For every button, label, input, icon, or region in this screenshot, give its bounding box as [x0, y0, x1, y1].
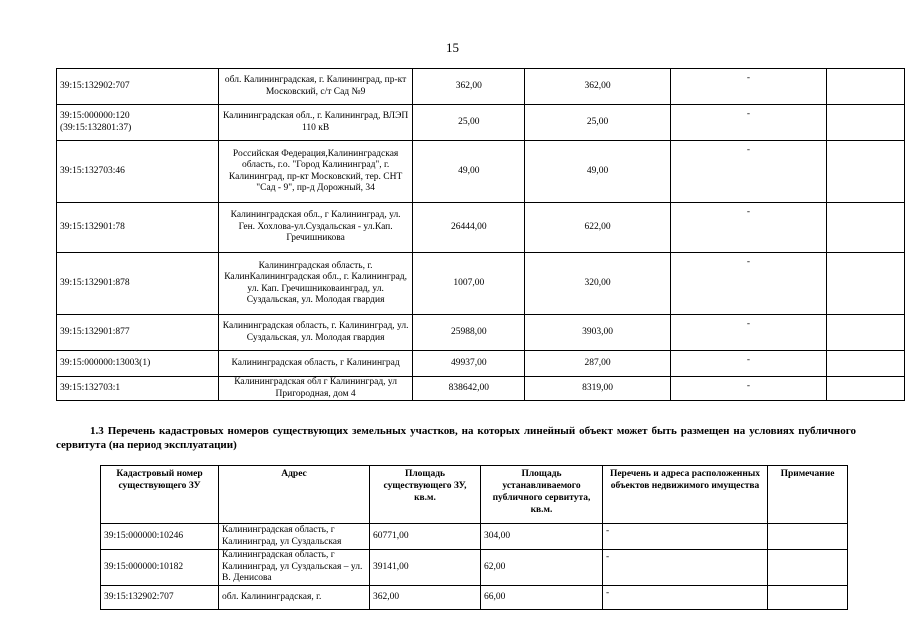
- cadastral-number-cell: 39:15:132901:78: [57, 203, 219, 253]
- servitude-area-cell: 320,00: [525, 253, 671, 315]
- note-cell: [827, 351, 905, 377]
- address-cell: Калининградская область, г Калининград, ул Суздальская – ул. В. Денисова: [219, 550, 370, 586]
- header-cadastral-number: Кадастровый номер существующего ЗУ: [101, 466, 219, 524]
- real-estate-objects-cell: -: [603, 550, 768, 586]
- note-cell: [827, 377, 905, 401]
- note-cell: [768, 524, 848, 550]
- address-cell: Калининградская обл., г Калининград, ул. Ген. Хохлова-ул.Суздальская - ул.Кап. Гречишникова: [218, 203, 413, 253]
- address-cell: Калининградская обл г Калининград, ул Пригородная, дом 4: [218, 377, 413, 401]
- servitude-area-cell: 362,00: [525, 69, 671, 105]
- real-estate-objects-cell: -: [670, 351, 826, 377]
- plot-area-cell: 25988,00: [413, 315, 525, 351]
- cadastral-number-cell: 39:15:132703:46: [57, 141, 219, 203]
- plot-area-cell: 39141,00: [370, 550, 481, 586]
- table-row: [57, 105, 905, 141]
- address-cell: Калининградская область, г. КалинКалининградская обл., г. Калининград, ул. Кап. Гречишниковаинград, ул. Суздальская, ул. Молодая гвардия: [218, 253, 413, 315]
- note-cell: [768, 550, 848, 586]
- servitude-area-cell: 622,00: [525, 203, 671, 253]
- plot-area-cell: 1007,00: [413, 253, 525, 315]
- section-heading-text: 1.3 Перечень кадастровых номеров существующих земельных участков, на которых линейный объект может быть размещен на условиях публичного сервитута (на период эксплуатации): [56, 425, 856, 451]
- plot-area-cell: 838642,00: [413, 377, 525, 401]
- address-cell: обл. Калининградская, г. Калининград, пр-кт Московский, с/т Сад №9: [218, 69, 413, 105]
- cadastral-number-cell: 39:15:132901:877: [57, 315, 219, 351]
- real-estate-objects-cell: -: [670, 105, 826, 141]
- plot-area-cell: 26444,00: [413, 203, 525, 253]
- header-plot-area: Площадь существующего ЗУ, кв.м.: [370, 466, 481, 524]
- cadastral-number-cell: 39:15:132902:707: [57, 69, 219, 105]
- real-estate-objects-cell: -: [670, 141, 826, 203]
- cadastral-number-cell: 39:15:000000:13003(1): [57, 351, 219, 377]
- plot-area-cell: 362,00: [413, 69, 525, 105]
- table-row: [57, 253, 905, 315]
- table-header-row: [101, 466, 848, 524]
- servitude-area-cell: 66,00: [481, 586, 603, 610]
- address-cell: Калининградская область, г. Калининград, ул. Суздальская, ул. Молодая гвардия: [218, 315, 413, 351]
- table-row: [101, 550, 848, 586]
- servitude-plots-table: [100, 465, 848, 610]
- real-estate-objects-cell: -: [670, 203, 826, 253]
- table-row: [57, 203, 905, 253]
- cadastral-number-cell: 39:15:132902:707: [101, 586, 219, 610]
- real-estate-objects-cell: -: [670, 315, 826, 351]
- note-cell: [827, 203, 905, 253]
- address-cell: Калининградская область, г Калининград: [218, 351, 413, 377]
- section-heading: [56, 424, 856, 452]
- servitude-area-cell: 8319,00: [525, 377, 671, 401]
- servitude-area-cell: 62,00: [481, 550, 603, 586]
- real-estate-objects-cell: -: [670, 253, 826, 315]
- cadastral-number-cell: 39:15:000000:10246: [101, 524, 219, 550]
- address-cell: Калининградская обл., г. Калининград, ВЛЭП 110 кВ: [218, 105, 413, 141]
- plot-area-cell: 60771,00: [370, 524, 481, 550]
- header-real-estate-objects: Перечень и адреса расположенных объектов недвижимого имущества: [603, 466, 768, 524]
- note-cell: [827, 69, 905, 105]
- table-row: [57, 351, 905, 377]
- table-row: [57, 69, 905, 105]
- cadastral-number-cell: 39:15:132901:878: [57, 253, 219, 315]
- note-cell: [768, 586, 848, 610]
- cadastral-number-cell: 39:15:000000:120 (39:15:132801:37): [57, 105, 219, 141]
- note-cell: [827, 253, 905, 315]
- note-cell: [827, 141, 905, 203]
- page-number: 15: [446, 40, 459, 55]
- table-row: [57, 315, 905, 351]
- cadastral-number-cell: 39:15:132703:1: [57, 377, 219, 401]
- cadastral-number-cell: 39:15:000000:10182: [101, 550, 219, 586]
- servitude-area-cell: 304,00: [481, 524, 603, 550]
- land-plots-table-continued: [56, 68, 905, 401]
- servitude-area-cell: 25,00: [525, 105, 671, 141]
- note-cell: [827, 315, 905, 351]
- plot-area-cell: 25,00: [413, 105, 525, 141]
- table-row: [101, 586, 848, 610]
- address-cell: обл. Калининградская, г.: [219, 586, 370, 610]
- plot-area-cell: 49937,00: [413, 351, 525, 377]
- real-estate-objects-cell: -: [603, 524, 768, 550]
- header-servitude-area: Площадь устанавливаемого публичного сервитута, кв.м.: [481, 466, 603, 524]
- servitude-area-cell: 3903,00: [525, 315, 671, 351]
- plot-area-cell: 49,00: [413, 141, 525, 203]
- real-estate-objects-cell: -: [603, 586, 768, 610]
- table-row: [101, 524, 848, 550]
- servitude-area-cell: 49,00: [525, 141, 671, 203]
- real-estate-objects-cell: -: [670, 69, 826, 105]
- header-address: Адрес: [219, 466, 370, 524]
- real-estate-objects-cell: -: [670, 377, 826, 401]
- address-cell: Калининградская область, г Калининград, ул Суздальская: [219, 524, 370, 550]
- servitude-area-cell: 287,00: [525, 351, 671, 377]
- note-cell: [827, 105, 905, 141]
- table-row: [57, 377, 905, 401]
- header-note: Примечание: [768, 466, 848, 524]
- plot-area-cell: 362,00: [370, 586, 481, 610]
- table-row: [57, 141, 905, 203]
- address-cell: Российская Федерация,Калининградская область, г.о. "Город Калининград", г. Калининград, пр-кт Московский, тер. СНТ "Сад - 9", пр-д Дорожный, 34: [218, 141, 413, 203]
